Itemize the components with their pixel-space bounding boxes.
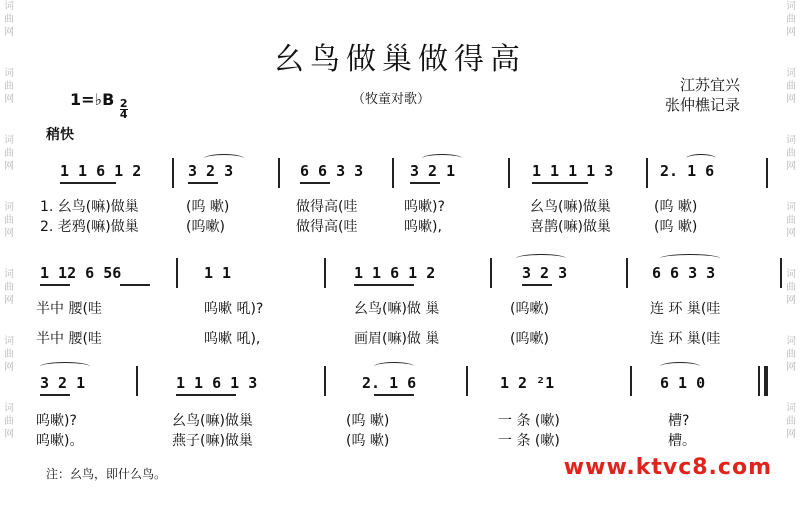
measure-notes: 6 6 3 3 — [652, 264, 716, 282]
watermark-char: 网 — [4, 362, 14, 373]
measure-notes: 1 1 6 1 2 — [60, 162, 142, 180]
lyric: 呜嗽), — [404, 219, 442, 235]
tempo-marking: 稍快 — [46, 127, 74, 143]
watermark-char: 网 — [786, 362, 796, 373]
watermark-char: 网 — [786, 295, 796, 306]
slur — [660, 362, 700, 371]
watermark-char: 词 — [4, 202, 14, 213]
watermark-char: 网 — [786, 228, 796, 239]
watermark-char: 曲 — [4, 416, 14, 427]
measure-notes: 3 2 3 — [522, 264, 568, 282]
slur — [374, 362, 414, 371]
barline — [176, 258, 178, 288]
watermark-char: 曲 — [786, 349, 796, 360]
barline — [466, 366, 468, 396]
watermark-char: 网 — [4, 94, 14, 105]
watermark-char: 词 — [4, 135, 14, 146]
beam — [40, 284, 70, 286]
barline — [758, 366, 760, 396]
watermark-char: 词 — [4, 336, 14, 347]
watermark-char: 词 — [4, 68, 14, 79]
barline — [136, 366, 138, 396]
measure-notes: 1 1 1 1 3 — [532, 162, 614, 180]
watermark-char: 网 — [786, 94, 796, 105]
website-watermark: www.ktvc8.com — [563, 455, 772, 480]
measure-notes: 3 2 1 — [410, 162, 456, 180]
lyric: (呜 嗽) — [346, 413, 390, 429]
source-region: 江苏宜兴 — [679, 76, 740, 94]
lyric: 1. 幺鸟(嘛)做巢 — [40, 199, 139, 215]
lyric: (呜嗽) — [510, 331, 549, 347]
measure-notes: 3 2 3 — [188, 162, 234, 180]
lyric: 呜嗽)? — [404, 199, 445, 215]
beam — [300, 182, 330, 184]
beam — [188, 182, 218, 184]
watermark-char: 词 — [786, 202, 796, 213]
lyric: (呜 嗽) — [346, 433, 390, 449]
lyric: 呜嗽)? — [36, 413, 77, 429]
lyric: 画眉(嘛)做 巢 — [354, 331, 440, 347]
barline — [392, 158, 394, 188]
barline — [626, 258, 628, 288]
watermark-char: 网 — [4, 228, 14, 239]
lyric: 幺鸟(嘛)做巢 — [530, 199, 611, 215]
beam — [374, 394, 414, 396]
watermark-char: 词 — [4, 403, 14, 414]
barline — [766, 158, 768, 188]
watermark-char: 曲 — [4, 81, 14, 92]
watermark-char: 词 — [786, 68, 796, 79]
lyric: 槽。 — [668, 433, 696, 449]
barline — [630, 366, 632, 396]
lyric: 幺鸟(嘛)做 巢 — [354, 301, 440, 317]
watermark-char: 曲 — [4, 349, 14, 360]
lyric: (呜 嗽) — [654, 219, 698, 235]
watermark-char: 曲 — [4, 215, 14, 226]
watermark-char: 曲 — [786, 215, 796, 226]
slur — [40, 362, 90, 371]
watermark-char: 网 — [4, 27, 14, 38]
measure-notes: 1 12 6 56 — [40, 264, 122, 282]
beam — [176, 394, 236, 396]
lyric: 幺鸟(嘛)做巢 — [172, 413, 253, 429]
measure-notes: 3 2 1 — [40, 374, 86, 392]
lyric: 一 条 (嗽) — [498, 433, 560, 449]
song-title: 幺鸟做巢做得高 — [274, 42, 526, 77]
watermark-char: 网 — [4, 429, 14, 440]
barline — [172, 158, 174, 188]
measure-notes: 2. 1 6 — [660, 162, 715, 180]
watermark-char: 词 — [4, 1, 14, 12]
watermark-char: 网 — [4, 161, 14, 172]
beam — [60, 182, 116, 184]
lyric: (呜嗽) — [510, 301, 549, 317]
watermark-char: 词 — [786, 336, 796, 347]
barline — [324, 366, 326, 396]
time-sig-bottom: 4 — [119, 108, 128, 121]
watermark-char: 词 — [4, 269, 14, 280]
watermark-char: 词 — [786, 269, 796, 280]
watermark-char: 曲 — [786, 148, 796, 159]
lyric: 连 环 巢(哇 — [650, 301, 721, 317]
watermark-char: 曲 — [786, 282, 796, 293]
lyric: 半中 腰(哇 — [36, 331, 102, 347]
watermark-char: 网 — [786, 429, 796, 440]
barline — [780, 258, 782, 288]
watermark-char: 曲 — [4, 148, 14, 159]
watermark-char: 词 — [786, 1, 796, 12]
lyric: 一 条 (嗽) — [498, 413, 560, 429]
beam — [354, 284, 414, 286]
barline — [646, 158, 648, 188]
key-signature: 1=♭B $\frac{2}{4}$ — [70, 90, 128, 121]
beam — [410, 182, 440, 184]
watermark-char: 曲 — [786, 416, 796, 427]
watermark-char: 网 — [786, 161, 796, 172]
watermark-char: 词 — [786, 135, 796, 146]
watermark-char: 曲 — [4, 282, 14, 293]
measure-notes: 1 1 6 1 3 — [176, 374, 258, 392]
lyric: 半中 腰(哇 — [36, 301, 102, 317]
barline — [324, 258, 326, 288]
end-barline — [764, 366, 768, 396]
beam — [532, 182, 588, 184]
barline — [490, 258, 492, 288]
measure-notes: 1 1 6 1 2 — [354, 264, 436, 282]
beam — [522, 284, 552, 286]
watermark-char: 曲 — [4, 14, 14, 25]
watermark-char: 曲 — [786, 81, 796, 92]
lyric: 喜鹊(嘛)做巢 — [530, 219, 611, 235]
lyric: (呜 嗽) — [654, 199, 698, 215]
slur — [516, 254, 566, 263]
lyric: 呜嗽 吼)? — [204, 301, 264, 317]
footnote: 注：幺鸟，即什么鸟。 — [46, 467, 167, 481]
slur — [660, 254, 720, 263]
watermark-char: 词 — [786, 403, 796, 414]
lyric: 呜嗽)。 — [36, 433, 84, 449]
lyric: 槽? — [668, 413, 690, 429]
measure-notes: 6 1 0 — [660, 374, 706, 392]
barline — [508, 158, 510, 188]
watermark-char: 曲 — [786, 14, 796, 25]
beam — [120, 284, 150, 286]
lyric: (呜 嗽) — [186, 199, 230, 215]
source-recorder: 张仲樵记录 — [664, 96, 740, 114]
lyric: 做得高(哇 — [296, 199, 358, 215]
measure-notes: 6 6 3 3 — [300, 162, 364, 180]
subtitle: （牧童对歌） — [352, 92, 431, 107]
lyric: 呜嗽 吼), — [204, 331, 261, 347]
watermark-char: 网 — [786, 27, 796, 38]
lyric: 燕子(嘛)做巢 — [172, 433, 253, 449]
time-sig-top: 2 — [119, 97, 128, 110]
beam — [40, 394, 70, 396]
lyric: 做得高(哇 — [296, 219, 358, 235]
measure-notes: 1 1 — [204, 264, 232, 282]
barline — [278, 158, 280, 188]
measure-notes: 2. 1 6 — [362, 374, 417, 392]
lyric: 2. 老鸦(嘛)做巢 — [40, 219, 139, 235]
measure-notes: 1 2 ²1 — [500, 374, 555, 392]
lyric: (呜嗽) — [186, 219, 225, 235]
lyric: 连 环 巢(哇 — [650, 331, 721, 347]
watermark-char: 网 — [4, 295, 14, 306]
